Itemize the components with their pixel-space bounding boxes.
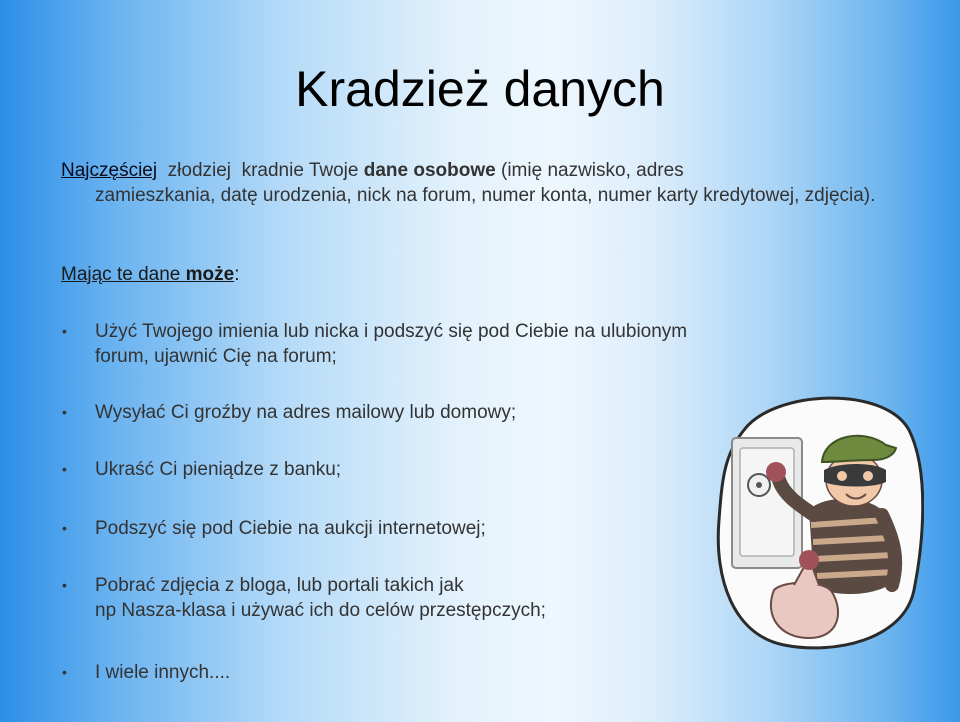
subheading — [61, 264, 240, 286]
list-item-text: Wysyłać Ci groźby na adres mailowy lub domowy; — [95, 402, 517, 423]
intro-continuation: zamieszkania, datę urodzenia, nick na forum, numer konta, numer karty kredytowej, zdjęcia). — [95, 185, 876, 206]
slide-title: Kradzież danych — [295, 61, 665, 117]
list-item-text-continued: forum, ujawnić Cię na forum; — [95, 346, 337, 367]
list-item-text: Ukraść Ci pieniądze z banku; — [95, 459, 342, 480]
intro-paragraph — [61, 158, 881, 208]
list-item — [62, 319, 862, 369]
bullet-icon: • — [62, 520, 67, 536]
thief-with-money-bag-icon — [714, 390, 924, 652]
list-item-text-continued: np Nasza-klasa i używać ich do celów przestępczych; — [95, 600, 546, 621]
list-item-text: Użyć Twojego imienia lub nicka i podszyć się pod Ciebie na ulubionym — [95, 321, 688, 342]
intro-lead: Najczęściej — [61, 160, 158, 181]
subhead-part1: Mając te dane — [61, 264, 186, 285]
intro-text-after: (imię nazwisko, adres — [495, 160, 684, 181]
bullet-icon: • — [62, 577, 67, 593]
bullet-icon: • — [62, 664, 67, 680]
intro-text-before: złodziej kradnie Twoje — [157, 160, 364, 181]
subhead-colon: : — [234, 264, 240, 285]
list-item — [62, 660, 862, 685]
subhead-bold: może — [185, 264, 235, 285]
bullet-icon: • — [62, 404, 67, 420]
bullet-icon: • — [62, 323, 67, 339]
list-item-text: I wiele innych.... — [95, 662, 231, 683]
intro-bold: dane osobowe — [363, 160, 496, 181]
list-item-text: Podszyć się pod Ciebie na aukcji internetowej; — [95, 518, 486, 539]
bullet-icon: • — [62, 461, 67, 477]
list-item-text: Pobrać zdjęcia z bloga, lub portali takich jak — [95, 575, 464, 596]
